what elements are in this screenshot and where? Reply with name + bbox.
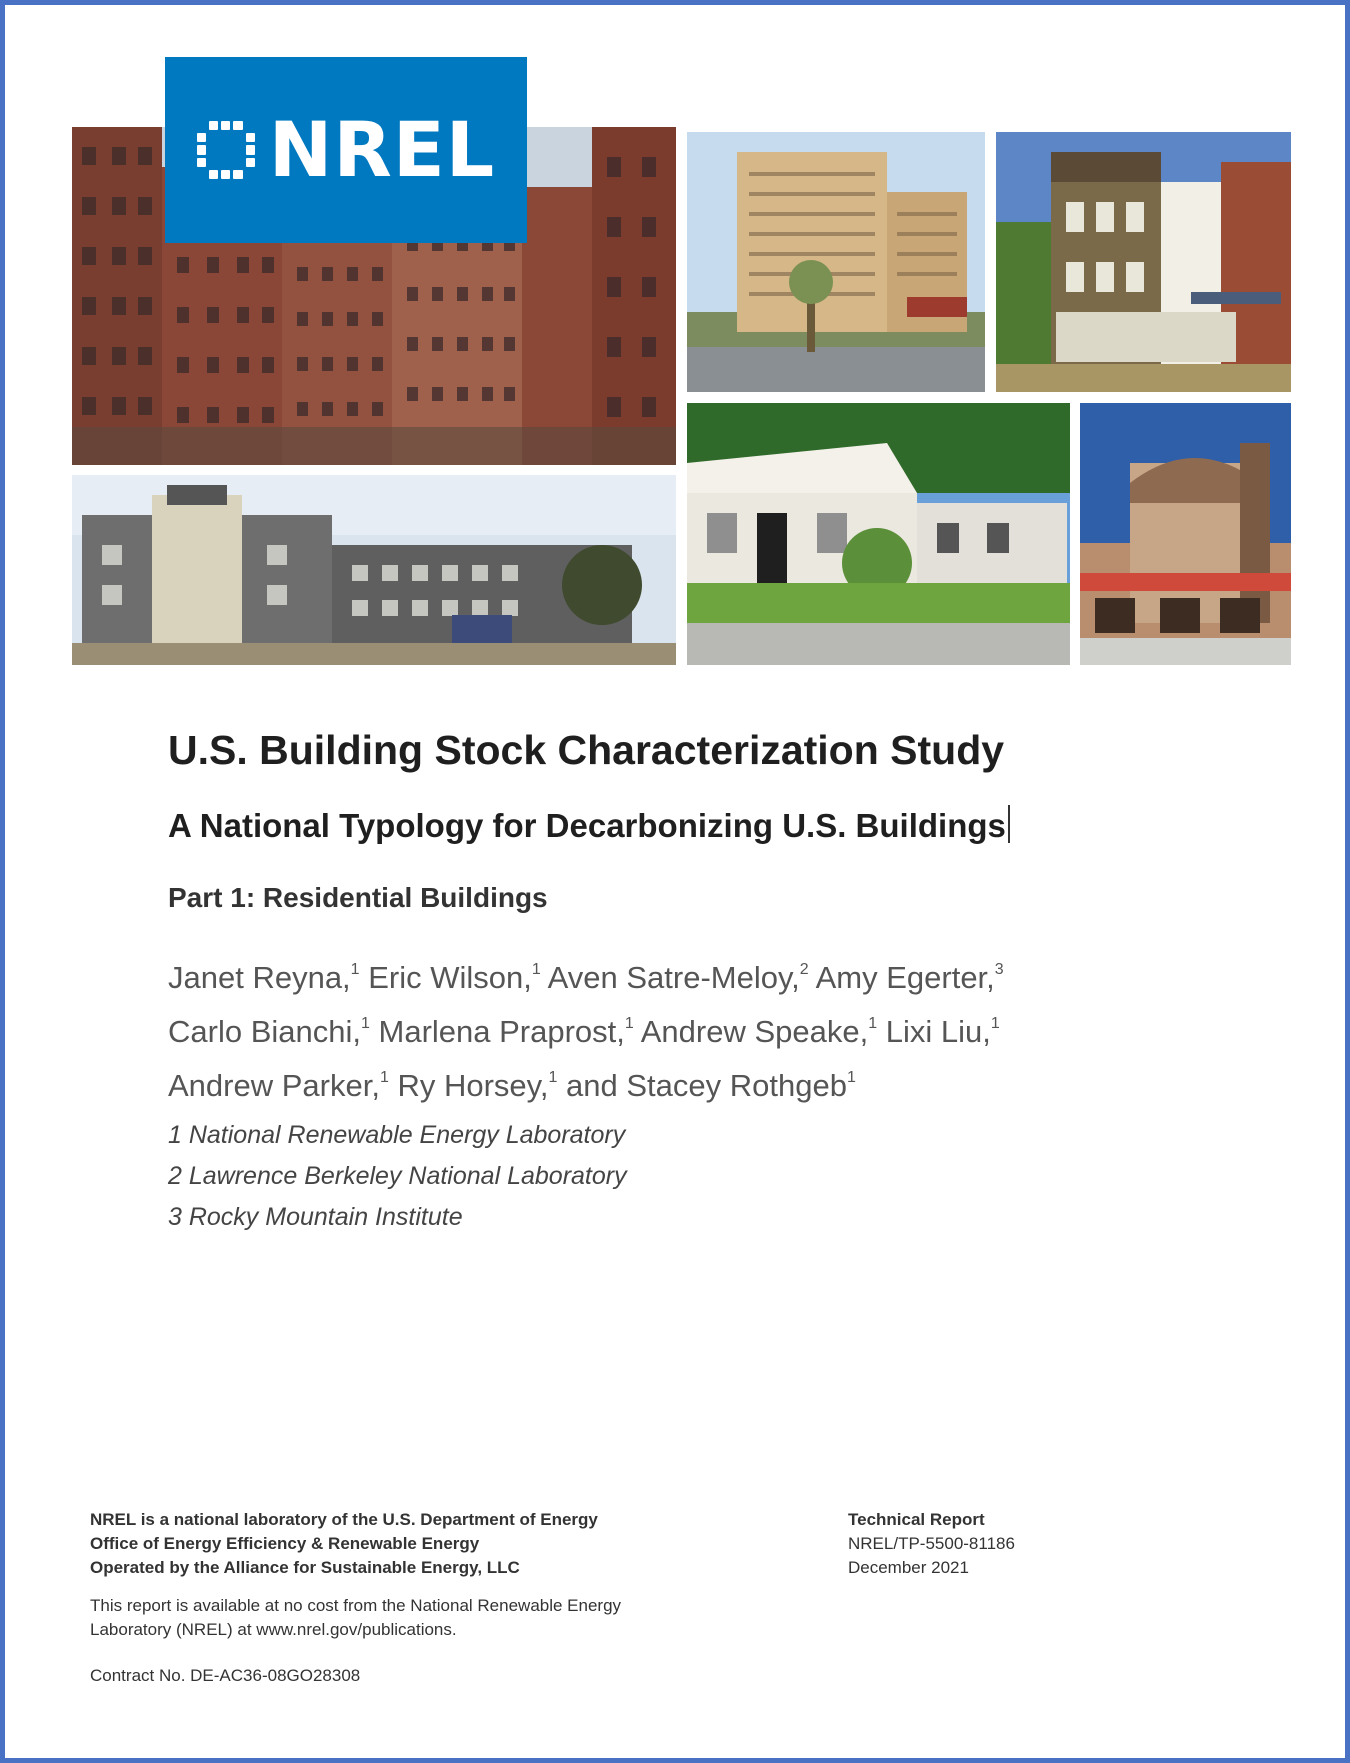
photo-hotel-building bbox=[687, 132, 985, 392]
report-title: U.S. Building Stock Characterization Study bbox=[168, 727, 1005, 773]
nrel-logo-mark-icon bbox=[197, 121, 255, 179]
photo-main-street bbox=[996, 132, 1291, 392]
author: Carlo Bianchi,$^1$ bbox=[168, 1014, 370, 1049]
affiliation: 1 National Renewable Energy Laboratory bbox=[168, 1121, 626, 1149]
nrel-logo-text: NREL bbox=[268, 105, 496, 194]
author: and Stacey Rothgeb$^1$ bbox=[566, 1068, 856, 1103]
report-part: Part 1: Residential Buildings bbox=[168, 882, 548, 913]
footer-report-info bbox=[848, 1508, 1015, 1580]
footer-organization bbox=[90, 1508, 790, 1688]
nrel-logo bbox=[165, 57, 527, 243]
author: Andrew Speake,$^1$ bbox=[640, 1014, 878, 1049]
photo-manufactured-homes bbox=[687, 403, 1070, 665]
author-list bbox=[168, 947, 1188, 1109]
report-subtitle bbox=[168, 805, 1010, 845]
affiliation: 3 Rocky Mountain Institute bbox=[168, 1203, 463, 1231]
author: Amy Egerter,$^3$ bbox=[815, 960, 1004, 995]
photo-apartment-complex bbox=[72, 475, 676, 665]
text-cursor bbox=[1008, 805, 1010, 843]
author: Janet Reyna,$^1$ bbox=[168, 960, 360, 995]
author: Andrew Parker,$^1$ bbox=[168, 1068, 389, 1103]
author: Marlena Praprost,$^1$ bbox=[378, 1014, 634, 1049]
availability-statement: This report is available at no cost from the National Renewable Energy Laboratory (NREL) at www.nrel.gov/publications. bbox=[90, 1596, 622, 1639]
report-date: December 2021 bbox=[848, 1558, 969, 1577]
org-statement: NREL is a national laboratory of the U.S. Department of Energy Office of Energy Efficiency & Renewable Energy Operated by the Alliance for Sustainable Energy, LLC bbox=[90, 1510, 598, 1577]
author: Eric Wilson,$^1$ bbox=[368, 960, 541, 995]
report-number: NREL/TP-5500-81186 bbox=[848, 1534, 1015, 1553]
report-type: Technical Report bbox=[848, 1510, 985, 1529]
affiliation: 2 Lawrence Berkeley National Laboratory bbox=[168, 1162, 627, 1190]
author: Lixi Liu,$^1$ bbox=[885, 1014, 1000, 1049]
affiliation-list bbox=[168, 1115, 627, 1238]
photo-shopping-center bbox=[1080, 403, 1291, 665]
author: Ry Horsey,$^1$ bbox=[397, 1068, 558, 1103]
report-subtitle-text: A National Typology for Decarbonizing U.S. Buildings bbox=[168, 807, 1006, 844]
contract-number: Contract No. DE-AC36-08GO28308 bbox=[90, 1666, 361, 1685]
author: Aven Satre-Meloy,$^2$ bbox=[547, 960, 809, 995]
